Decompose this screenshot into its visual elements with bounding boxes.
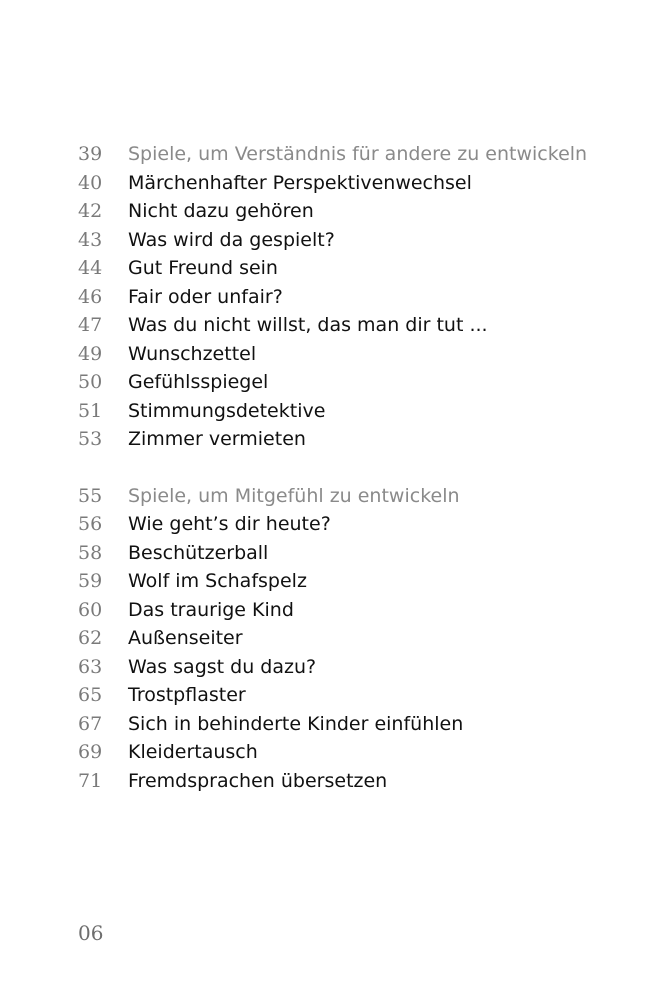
toc-section-understanding [0,140,664,454]
toc-entry [0,197,664,226]
toc-entry-title: Kleidertausch [128,741,258,763]
toc-entry [0,397,664,426]
toc-page-number: 56 [78,513,103,535]
toc-entry-title: Märchenhafter Perspektivenwechsel [128,171,472,194]
toc-entry [0,254,664,283]
toc-entry-title: Sich in behinderte Kinder einfühlen [128,712,464,735]
toc-heading-title: Spiele, um Mitgefühl zu entwickeln [128,484,460,507]
toc-page-number: 50 [78,371,103,393]
toc-entry [0,340,664,369]
toc-entry [0,738,664,767]
toc-entry [0,681,664,710]
toc-page-number: 47 [78,314,103,336]
toc-entry-title: Was du nicht willst, das man dir tut ... [128,314,488,336]
toc-page-number: 58 [78,541,103,564]
toc-entry-title: Wolf im Schafspelz [128,570,307,592]
toc-entry-title: Gefühlsspiegel [128,371,269,393]
toc-entry [0,567,664,596]
toc-entry-title: Trostpflaster [128,684,246,706]
toc-entry [0,368,664,397]
toc-entry [0,624,664,653]
toc-entry [0,767,664,796]
toc-entry-title: Beschützerball [128,541,269,564]
toc-page-number: 39 [78,143,103,165]
toc-entry-title: Stimmungsdetektive [128,399,326,422]
toc-entry-title: Fremdsprachen übersetzen [128,769,388,792]
page-folio: 06 [78,921,104,945]
toc-entry-title: Was wird da gespielt? [128,228,335,251]
toc-entry [0,596,664,625]
toc-entry [0,653,664,682]
toc-page-number: 67 [78,712,103,735]
toc-heading-title: Spiele, um Verständnis für andere zu entwickeln [128,143,588,165]
toc-page-number: 43 [78,228,103,251]
toc-entry-title: Das traurige Kind [128,598,294,621]
toc-page-number: 69 [78,741,103,763]
toc-entry-title: Außenseiter [128,627,243,649]
table-of-contents [0,140,664,795]
toc-section-heading [0,482,664,511]
toc-entry-title: Wunschzettel [128,342,257,365]
toc-entry-title: Was sagst du dazu? [128,655,317,678]
toc-entry-title: Zimmer vermieten [128,428,306,450]
toc-section-heading [0,140,664,169]
toc-page-number: 40 [78,171,103,194]
toc-entry [0,510,664,539]
toc-entry [0,283,664,312]
toc-entry [0,226,664,255]
toc-page-number: 71 [78,769,103,792]
toc-page-number: 65 [78,684,103,706]
toc-page-number: 44 [78,257,103,279]
toc-page-number: 60 [78,598,103,621]
toc-page-number: 49 [78,342,103,365]
toc-page-number: 53 [78,428,103,450]
toc-entry-title: Nicht dazu gehören [128,200,314,222]
toc-page-number: 55 [78,484,103,507]
toc-page-number: 62 [78,627,103,649]
toc-entry-title: Wie geht’s dir heute? [128,513,331,535]
toc-section-empathy [0,482,664,796]
toc-page-number: 46 [78,285,103,308]
toc-entry [0,710,664,739]
toc-entry [0,311,664,340]
toc-page-number: 63 [78,655,103,678]
toc-page-number: 42 [78,200,103,222]
toc-entry-title: Fair oder unfair? [128,285,283,308]
toc-entry [0,169,664,198]
toc-page-number: 51 [78,399,103,422]
toc-entry [0,539,664,568]
toc-page-number: 59 [78,570,103,592]
toc-entry [0,425,664,454]
toc-entry-title: Gut Freund sein [128,257,278,279]
